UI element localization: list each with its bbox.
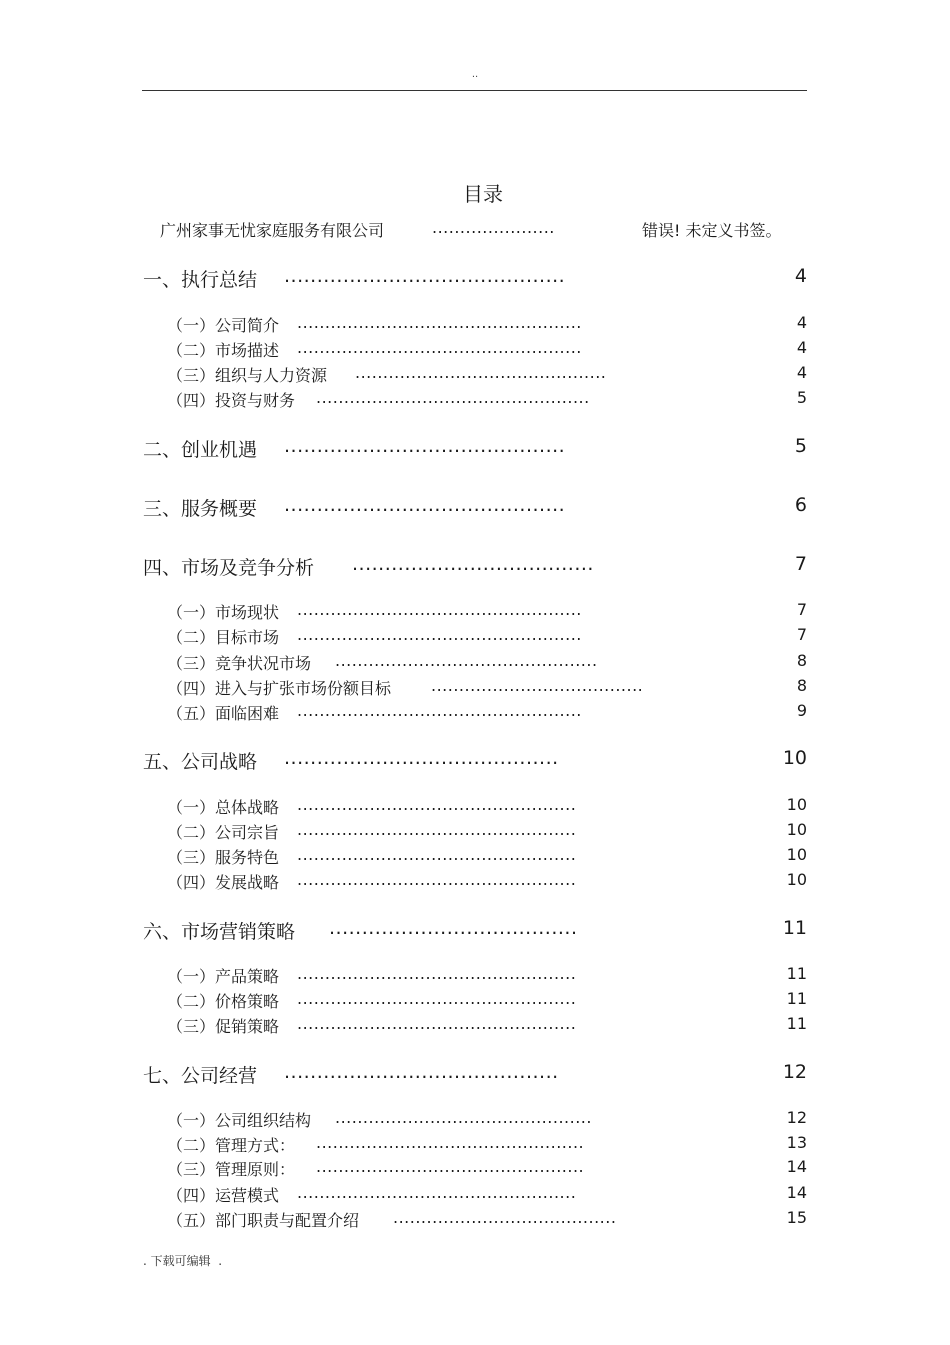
toc-entry-page: 10 xyxy=(786,820,807,839)
toc-entry-error: 错误! 未定义书签。 xyxy=(642,221,782,240)
header-rule xyxy=(142,90,807,91)
toc-entry-label: （三）促销策略 xyxy=(167,1017,280,1036)
toc-entry-page: 10 xyxy=(786,795,807,814)
toc-entry-leader: .............................................. xyxy=(335,1108,592,1127)
toc-entry-label: （四）发展战略 xyxy=(167,873,280,892)
toc-entry-leader: .................................................. xyxy=(297,870,577,889)
toc-entry-label: 一、执行总结 xyxy=(143,269,258,291)
toc-entry-leader: ............................................. xyxy=(355,363,607,382)
toc-title: 目录 xyxy=(463,182,503,206)
toc-entry-page: 14 xyxy=(786,1183,807,1202)
toc-entry-leader: ........................................... xyxy=(284,435,566,457)
toc-entry-label: （三）服务特色 xyxy=(167,848,280,867)
toc-entry-sub[interactable] xyxy=(167,1133,807,1153)
toc-entry-leader: .................................................. xyxy=(297,1183,577,1202)
toc-entry-sub[interactable] xyxy=(167,651,807,671)
toc-entry-leader: ........................................ xyxy=(393,1208,617,1227)
toc-entry-leader: ................................................... xyxy=(297,600,582,619)
toc-entry-page: 4 xyxy=(796,338,807,357)
toc-entry-page: 12 xyxy=(786,1108,807,1127)
toc-entry-leader: ................................................ xyxy=(316,1133,585,1152)
toc-entry-main[interactable] xyxy=(143,265,807,289)
toc-entry-leader: .......................................... xyxy=(284,1061,559,1083)
footer-note: . 下载可编辑 . xyxy=(143,1254,223,1268)
toc-entry-sub[interactable] xyxy=(167,313,807,333)
toc-entry-leader: .................................................. xyxy=(297,820,577,839)
toc-entry-leader: .................................................. xyxy=(297,845,577,864)
toc-entry-main[interactable] xyxy=(143,435,807,459)
toc-entry-label: （四）进入与扩张市场份额目标 xyxy=(167,679,392,698)
toc-entry-sub[interactable] xyxy=(167,989,807,1009)
toc-entry-leader: ................................................. xyxy=(316,388,590,407)
toc-entry-sub[interactable] xyxy=(167,1014,807,1034)
toc-entry-main[interactable] xyxy=(143,494,807,518)
toc-entry-leader: ................................................... xyxy=(297,313,582,332)
toc-entry-page: 7 xyxy=(794,553,807,575)
toc-entry-leader: ................................................... xyxy=(297,625,582,644)
toc-entry-leader: .................................................. xyxy=(297,989,577,1008)
toc-entry-page: 6 xyxy=(794,494,807,516)
toc-entry-sub[interactable] xyxy=(167,1208,807,1228)
toc-entry-page: 11 xyxy=(786,1014,807,1033)
header-mark: ·· xyxy=(471,72,479,83)
toc-entry-label: （一）总体战略 xyxy=(167,798,280,817)
toc-entry-label: 广州家事无忧家庭服务有限公司 xyxy=(160,221,385,240)
toc-entry-leader: ........................................... xyxy=(284,494,566,516)
toc-entry-label: （五）面临困难 xyxy=(167,704,280,723)
toc-entry-label: （一）公司简介 xyxy=(167,316,280,335)
toc-entry-label: 七、公司经营 xyxy=(143,1065,258,1087)
toc-entry-label: （五）部门职责与配置介绍 xyxy=(167,1211,360,1230)
toc-entry-leader: ...................... xyxy=(432,218,555,237)
toc-entry-label: （二）市场描述 xyxy=(167,341,280,360)
toc-entry-company[interactable] xyxy=(160,218,808,240)
toc-entry-label: （二）目标市场 xyxy=(167,628,280,647)
toc-entry-label: 三、服务概要 xyxy=(143,498,258,520)
toc-entry-label: （一）公司组织结构 xyxy=(167,1111,312,1130)
toc-entry-sub[interactable] xyxy=(167,820,807,840)
toc-entry-page: 11 xyxy=(786,989,807,1008)
toc-entry-sub[interactable] xyxy=(167,845,807,865)
toc-entry-leader: .................................................. xyxy=(297,795,577,814)
toc-entry-page: 12 xyxy=(782,1061,807,1083)
toc-entry-label: （四）投资与财务 xyxy=(167,391,296,410)
toc-entry-sub[interactable] xyxy=(167,701,807,721)
toc-entry-sub[interactable] xyxy=(167,363,807,383)
toc-entry-page: 14 xyxy=(786,1157,807,1176)
toc-entry-leader: ................................................... xyxy=(297,701,582,720)
toc-entry-label: （一）市场现状 xyxy=(167,603,280,622)
toc-entry-leader: .......................................... xyxy=(284,747,559,769)
toc-entry-leader: ........................................... xyxy=(284,265,566,287)
toc-entry-sub[interactable] xyxy=(167,964,807,984)
toc-entry-sub[interactable] xyxy=(167,1108,807,1128)
toc-entry-label: （三）管理原则： xyxy=(167,1160,296,1179)
toc-entry-sub[interactable] xyxy=(167,388,807,408)
toc-entry-page: 4 xyxy=(796,313,807,332)
toc-entry-page: 15 xyxy=(786,1208,807,1227)
toc-entry-main[interactable] xyxy=(143,1061,807,1085)
toc-entry-page: 11 xyxy=(782,917,807,939)
toc-entry-main[interactable] xyxy=(143,917,807,941)
toc-entry-sub[interactable] xyxy=(167,600,807,620)
toc-entry-leader: .................................................. xyxy=(297,1014,577,1033)
toc-entry-sub[interactable] xyxy=(167,1157,807,1177)
toc-entry-sub[interactable] xyxy=(167,795,807,815)
toc-entry-page: 10 xyxy=(786,845,807,864)
toc-entry-label: 四、市场及竞争分析 xyxy=(143,557,315,579)
toc-entry-sub[interactable] xyxy=(167,338,807,358)
toc-entry-page: 7 xyxy=(796,600,807,619)
toc-entry-label: （三）竞争状况市场 xyxy=(167,654,312,673)
toc-entry-page: 13 xyxy=(786,1133,807,1152)
toc-entry-sub[interactable] xyxy=(167,1183,807,1203)
toc-entry-label: 二、创业机遇 xyxy=(143,439,258,461)
toc-entry-page: 4 xyxy=(794,265,807,287)
toc-entry-sub[interactable] xyxy=(167,625,807,645)
toc-entry-page: 10 xyxy=(786,870,807,889)
toc-entry-page: 5 xyxy=(796,388,807,407)
toc-entry-label: （三）组织与人力资源 xyxy=(167,366,328,385)
toc-entry-label: （二）公司宗旨 xyxy=(167,823,280,842)
toc-entry-label: （四）运营模式 xyxy=(167,1186,280,1205)
toc-entry-sub[interactable] xyxy=(167,676,807,696)
toc-entry-sub[interactable] xyxy=(167,870,807,890)
toc-entry-page: 10 xyxy=(782,747,807,769)
toc-entry-page: 9 xyxy=(796,701,807,720)
toc-entry-page: 5 xyxy=(794,435,807,457)
toc-entry-leader: ............................................... xyxy=(335,651,598,670)
toc-entry-page: 8 xyxy=(796,651,807,670)
toc-entry-label: 六、市场营销策略 xyxy=(143,921,296,943)
toc-entry-page: 8 xyxy=(796,676,807,695)
toc-entry-leader: .................................................. xyxy=(297,964,577,983)
toc-entry-page: 4 xyxy=(796,363,807,382)
toc-entry-page: 7 xyxy=(796,625,807,644)
toc-entry-leader: ................................................ xyxy=(316,1157,585,1176)
toc-entry-label: （二）管理方式： xyxy=(167,1136,296,1155)
toc-entry-leader: ...................................... xyxy=(431,676,644,695)
toc-entry-main[interactable] xyxy=(143,553,807,577)
toc-entry-page: 11 xyxy=(786,964,807,983)
toc-entry-leader: ...................................... xyxy=(329,917,578,939)
toc-entry-leader: ..................................... xyxy=(352,553,594,575)
toc-entry-label: （二）价格策略 xyxy=(167,992,280,1011)
toc-entry-label: 五、公司战略 xyxy=(143,751,258,773)
toc-entry-label: （一）产品策略 xyxy=(167,967,280,986)
toc-entry-leader: ................................................... xyxy=(297,338,582,357)
toc-entry-main[interactable] xyxy=(143,747,807,771)
